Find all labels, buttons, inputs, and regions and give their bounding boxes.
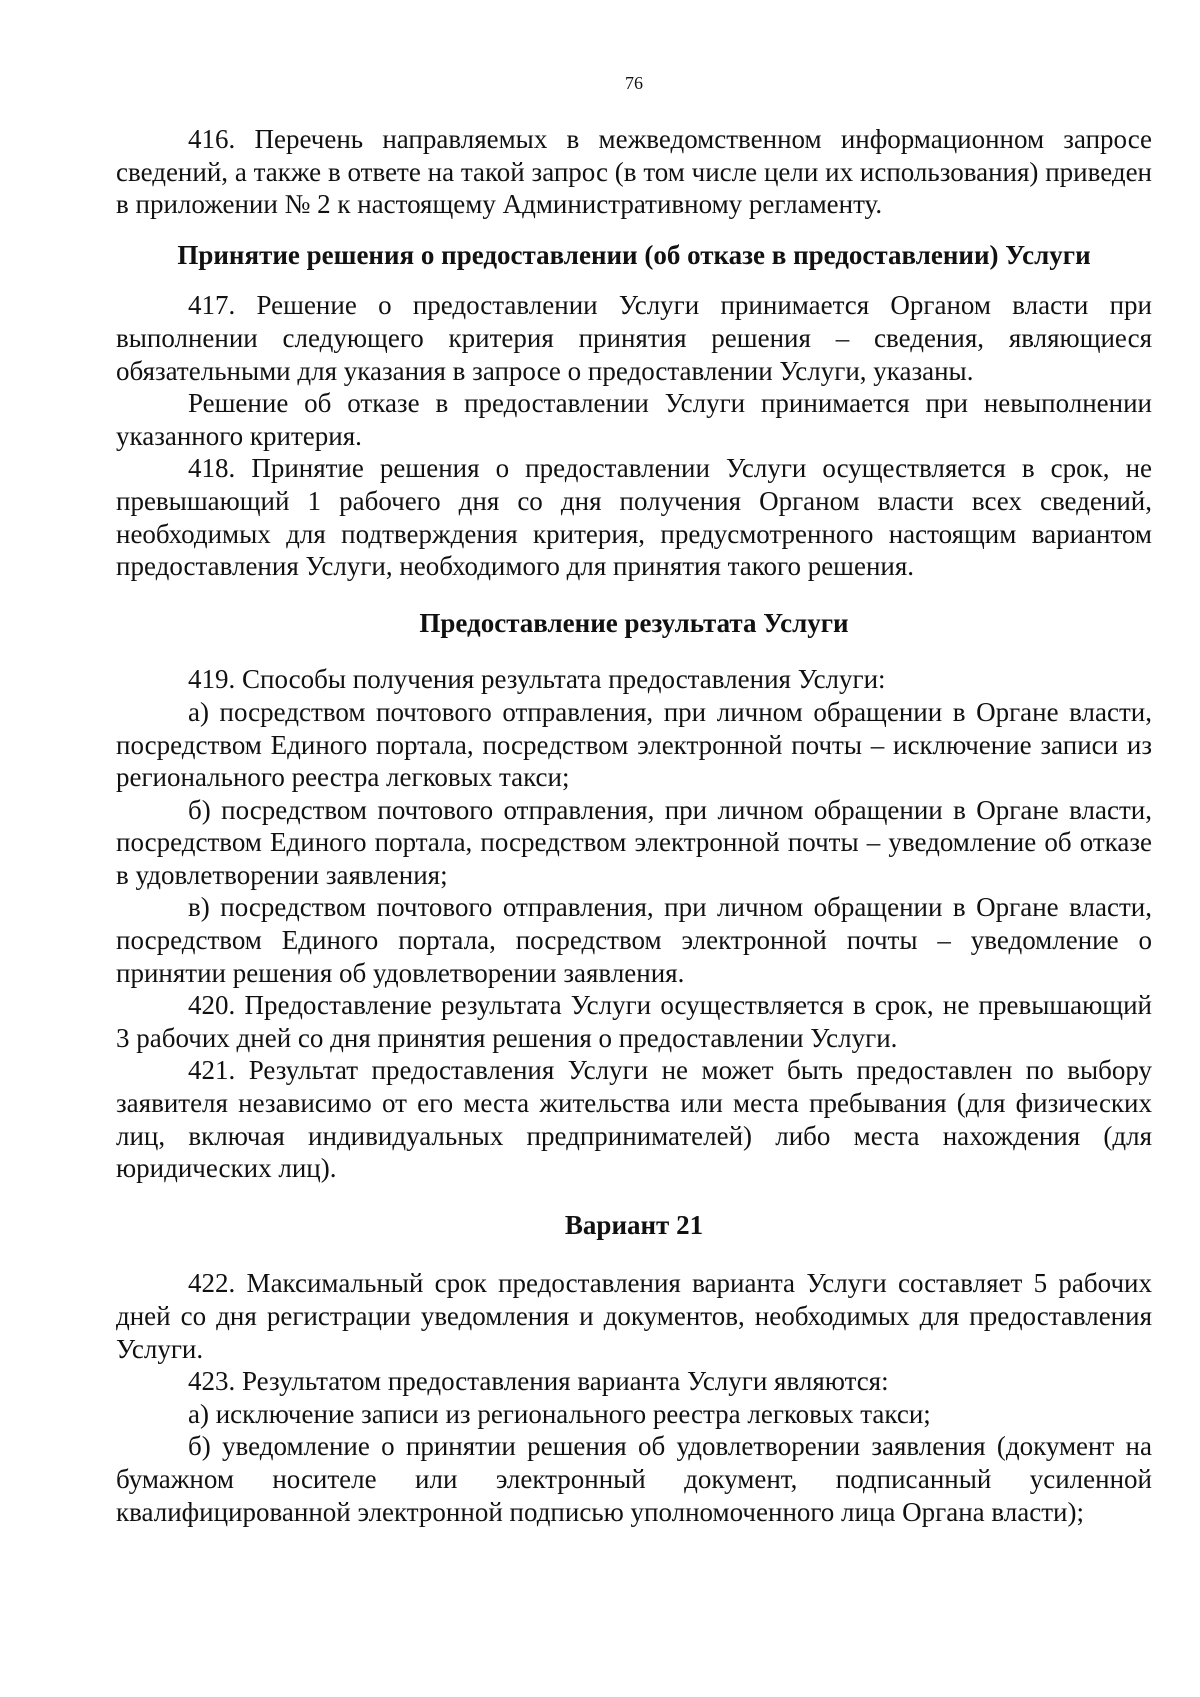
paragraph-418: 418. Принятие решения о предоставлении Услуги осуществляется в срок, не превышающий 1 рабочего дня со дня получения Органом власти всех сведений, необходимых для подтверждения критерия, предусмотренного настоящим вариантом предоставления Услуги, необходимого для принятия такого решения.	[116, 453, 1152, 582]
page-number: 76	[625, 73, 643, 93]
paragraph-419-v: в) посредством почтового отправления, при личном обращении в Органе власти, посредством Единого портала, посредством электронной почты – уведомление о принятии решения об удовлетворении заявления.	[116, 892, 1152, 988]
paragraph-421: 421. Результат предоставления Услуги не может быть предоставлен по выбору заявителя независимо от его места жительства или места пребывания (для физических лиц, включая индивидуальных предпринимателей) либо места нахождения (для юридических лиц).	[116, 1055, 1152, 1184]
paragraph-423: 423. Результатом предоставления варианта Услуги являются:	[188, 1366, 889, 1397]
paragraph-419: 419. Способы получения результата предоставления Услуги:	[188, 664, 886, 695]
section-heading-variant-21: Вариант 21	[564, 1209, 704, 1240]
paragraph-416: 416. Перечень направляемых в межведомственном информационном запросе сведений, а также в ответе на такой запрос (в том числе цели их использования) приведен в приложении № 2 к настоящему Административному регламенту.	[116, 124, 1152, 220]
paragraph-423-b: б) уведомление о принятии решения об удовлетворении заявления (документ на бумажном носителе или электронный документ, подписанный усиленной квалифицированной электронной подписью уполномоченного лица Органа власти);	[116, 1431, 1152, 1527]
paragraph-417: 417. Решение о предоставлении Услуги принимается Органом власти при выполнении следующего критерия принятия решения – сведения, являющиеся обязательными для указания в запросе о предоставлении Услуги, указаны.	[116, 290, 1152, 386]
document-body	[116, 123, 1152, 1528]
paragraph-419-b: б) посредством почтового отправления, при личном обращении в Органе власти, посредством Единого портала, посредством электронной почты – уведомление об отказе в удовлетворении заявления;	[116, 794, 1152, 890]
section-heading-result: Предоставление результата Услуги	[419, 607, 849, 638]
section-heading-decision: Принятие решения о предоставлении (об отказе в предоставлении) Услуги	[177, 239, 1091, 270]
paragraph-422: 422. Максимальный срок предоставления варианта Услуги составляет 5 рабочих дней со дня регистрации уведомления и документов, необходимых для предоставления Услуги.	[116, 1268, 1152, 1364]
paragraph-420: 420. Предоставление результата Услуги осуществляется в срок, не превышающий 3 рабочих дней со дня принятия решения о предоставлении Услуги.	[116, 990, 1152, 1053]
paragraph-refusal: Решение об отказе в предоставлении Услуги принимается при невыполнении указанного критерия.	[116, 388, 1152, 451]
paragraph-419-a: а) посредством почтового отправления, при личном обращении в Органе власти, посредством Единого портала, посредством электронной почты – исключение записи из регионального реестра легковых такси;	[116, 696, 1152, 793]
paragraph-423-a: а) исключение записи из регионального реестра легковых такси;	[188, 1398, 931, 1429]
